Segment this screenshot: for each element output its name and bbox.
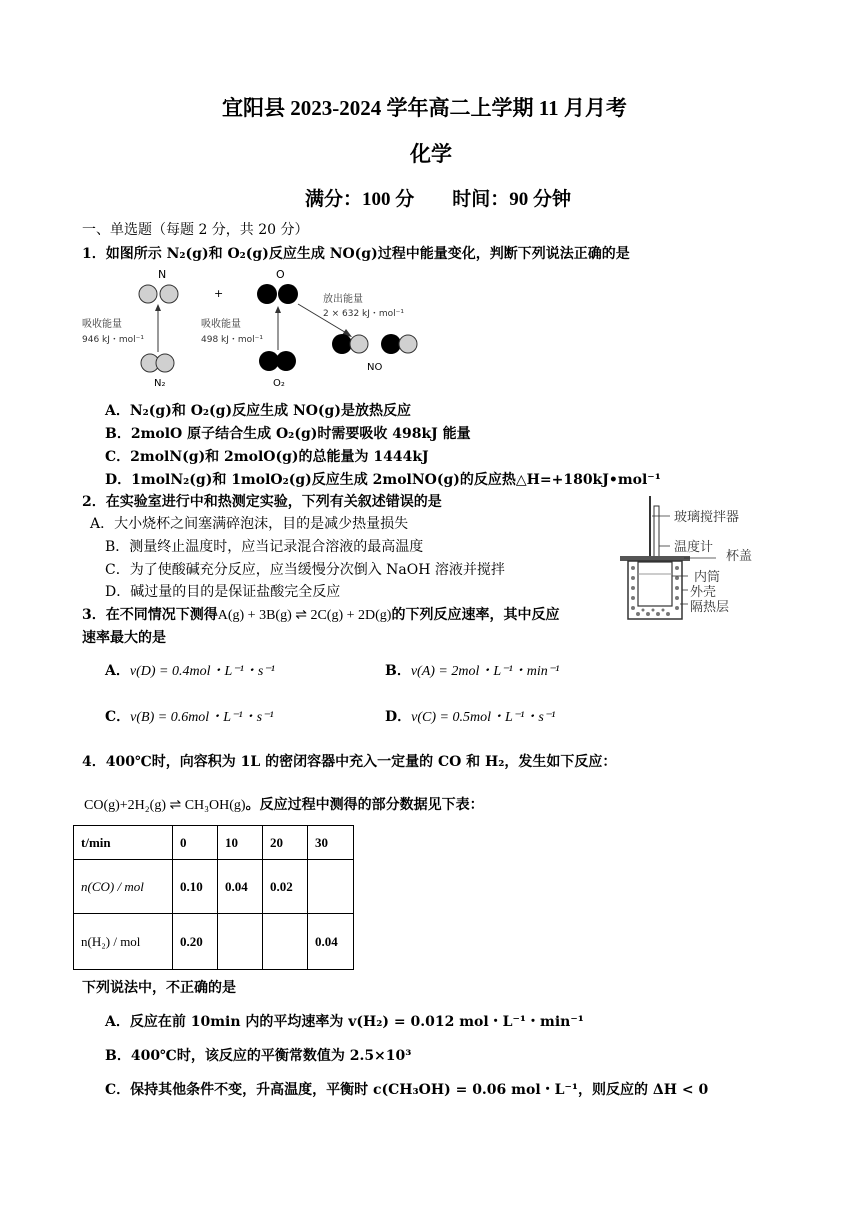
label-inner: 内筒: [694, 570, 721, 585]
q3-option-b-letter: B．: [385, 663, 411, 679]
no1-n-atom: [350, 335, 368, 353]
table-cell: [263, 914, 308, 970]
n-atom-2: [160, 285, 178, 303]
q1-option-d: D．1molN₂(g)和 1molO₂(g)反应生成 2molNO(g)的反应热△H=+180kJ•mol⁻¹: [105, 472, 661, 488]
q4-after-table: 下列说法中，不正确的是: [82, 980, 236, 996]
label-absorb-o2-value: 498 kJ・mol⁻¹: [201, 335, 264, 345]
table-header-cell: t/min: [74, 826, 173, 860]
question-2-stem: 2．在实验室进行中和热测定实验，下列有关叙述错误的是: [82, 494, 442, 510]
label-absorb-o2: 吸收能量: [201, 319, 241, 330]
energy-diagram: [78, 264, 438, 392]
label-release: 放出能量: [323, 294, 363, 305]
q3-stem-line2: 速率最大的是: [82, 630, 166, 646]
inner-cup: [638, 562, 672, 606]
o-atom-1: [257, 284, 277, 304]
table-cell: 0.20: [173, 914, 218, 970]
q3-option-d-letter: D．: [385, 709, 412, 725]
no1-o-atom: [332, 334, 352, 354]
table-header-cell: 10: [218, 826, 263, 860]
q3-stem-part1: 3．在不同情况下测得: [82, 607, 218, 623]
q3-equation: A(g) + 3B(g) ⇌ 2C(g) + 2D(g): [217, 608, 392, 623]
q2-option-a: A．大小烧杯之间塞满碎泡沫，目的是减少热量损失: [90, 516, 409, 532]
table-row: [74, 914, 354, 970]
question-3-stem: [82, 604, 559, 624]
exam-title: 宜阳县 2023-2024 学年高二上学期 11 月月考: [222, 96, 627, 120]
label-insulation: 隔热层: [690, 600, 730, 615]
label-n2: N₂: [154, 378, 166, 389]
q3-option-d-expr: v(C) = 0.5mol・L⁻¹・s⁻¹: [411, 710, 556, 725]
q1-option-a: A．N₂(g)和 O₂(g)反应生成 NO(g)是放热反应: [105, 403, 411, 419]
table-cell: [218, 914, 263, 970]
label-release-value: 2 × 632 kJ・mol⁻¹: [323, 309, 405, 319]
table-header-cell: 20: [263, 826, 308, 860]
q2-option-c: C．为了使酸碱充分反应，应当缓慢分次倒入 NaOH 溶液并搅拌: [105, 562, 505, 578]
table-cell: n(H₂) / mol: [74, 914, 173, 970]
question-4-stem: 4．400℃时，向容积为 1L 的密闭容器中充入一定量的 CO 和 H₂，发生如下反应：: [82, 754, 617, 770]
n-atom-1: [139, 285, 157, 303]
q3-stem-part2: 的下列反应速率，其中反应: [391, 607, 560, 623]
label-n: N: [158, 268, 167, 281]
q1-option-b: B．2molO 原子结合生成 O₂(g)时需要吸收 498kJ 能量: [105, 426, 471, 442]
q3-option-a-expr: v(D) = 0.4mol・L⁻¹・s⁻¹: [129, 664, 275, 679]
q3-option-a-letter: A．: [105, 663, 130, 679]
table-header-row: [74, 826, 354, 860]
q4-data-table: [73, 825, 354, 970]
label-absorb-n2-value: 946 kJ・mol⁻¹: [82, 335, 145, 345]
no2-n-atom: [399, 335, 417, 353]
score-time-info: 满分：100 分 时间：90 分钟: [305, 189, 572, 210]
section-heading: 一、单选题（每题 2 分，共 20 分）: [82, 222, 309, 238]
label-thermometer: 温度计: [674, 540, 714, 555]
q3-option-b: [385, 660, 559, 680]
o-atom-2: [278, 284, 298, 304]
label-no: NO: [367, 362, 383, 373]
table-row: [74, 860, 354, 914]
table-cell: 0.10: [173, 860, 218, 914]
no2-o-atom: [381, 334, 401, 354]
q2-option-d: D．碱过量的目的是保证盐酸完全反应: [105, 584, 341, 600]
q4-option-a: A．反应在前 10min 内的平均速率为 v(H₂) = 0.012 mol・L⁻¹・min⁻¹: [105, 1014, 584, 1030]
table-cell: [308, 860, 354, 914]
label-outer: 外壳: [690, 585, 717, 600]
q4-equation-line: [84, 794, 484, 814]
q4-option-c: C．保持其他条件不变，升高温度，平衡时 c(CH₃OH) = 0.06 mol・L⁻¹，则反应的 ΔH < 0: [105, 1082, 709, 1098]
table-cell: 0.04: [218, 860, 263, 914]
table-header-cell: 0: [173, 826, 218, 860]
label-plus: +: [214, 287, 224, 300]
table-cell: 0.04: [308, 914, 354, 970]
label-stirrer: 玻璃搅拌器: [674, 510, 740, 525]
q4-equation: CO(g)+2H₂(g) ⇌ CH₃OH(g): [84, 798, 246, 813]
q4-stem-part2: 。反应过程中测得的部分数据见下表：: [245, 797, 484, 813]
q3-option-b-expr: v(A) = 2mol・L⁻¹・min⁻¹: [410, 664, 560, 679]
subject-title: 化学: [410, 142, 452, 166]
question-1-stem: 1．如图所示 N₂(g)和 O₂(g)反应生成 NO(g)过程中能量变化，判断下列说法正确的是: [82, 246, 630, 262]
table-header-cell: 30: [308, 826, 354, 860]
q4-option-b: B．400℃时，该反应的平衡常数值为 2.5×10³: [105, 1048, 412, 1064]
table-cell: n(CO) / mol: [74, 860, 173, 914]
q3-option-c-letter: C．: [105, 709, 131, 725]
q1-option-c: C．2molN(g)和 2molO(g)的总能量为 1444kJ: [105, 449, 429, 465]
n2-atom-2: [156, 354, 174, 372]
q3-option-a: [105, 660, 275, 680]
table-cell: 0.02: [263, 860, 308, 914]
q3-option-c: [105, 706, 274, 726]
calorimeter-diagram: [618, 494, 760, 626]
o2-atom-2: [276, 351, 296, 371]
q3-option-d: [385, 706, 555, 726]
q3-option-c-expr: v(B) = 0.6mol・L⁻¹・s⁻¹: [130, 710, 274, 725]
label-absorb-n2: 吸收能量: [82, 319, 122, 330]
q2-option-b: B．测量终止温度时，应当记录混合溶液的最高温度: [105, 539, 424, 555]
label-lid: 杯盖: [726, 549, 753, 564]
label-o: O: [276, 268, 285, 281]
label-o2: O₂: [273, 378, 285, 389]
